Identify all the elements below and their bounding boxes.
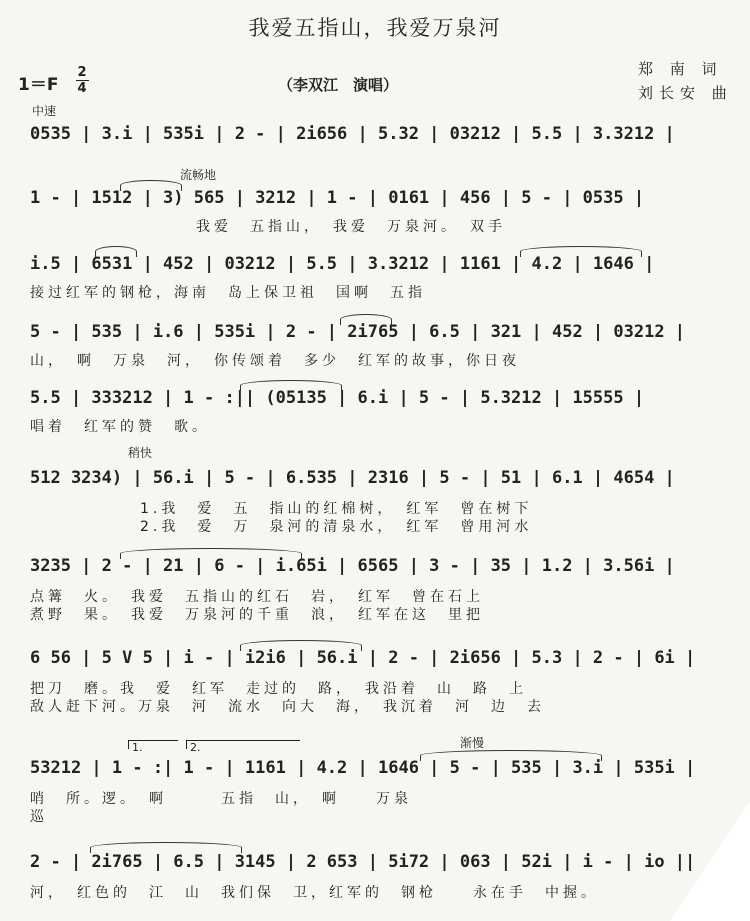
volta-first-label: 1.	[132, 741, 143, 754]
notation-row-1: 0535 | 3.i | 535i | 2 - | 2i656 | 5.32 | 03212 | 5.5 | 3.3212 |	[30, 124, 675, 144]
slur-mark	[120, 548, 302, 559]
lyric-row-2: 我爱 五指山， 我爱 万泉河。 双手	[196, 219, 506, 235]
lyric-row-10: 河， 红色的 江 山 我们保 卫，红军的 钢枪 永在手 中握。	[30, 885, 599, 901]
tempo-mark-fluent: 流畅地	[180, 168, 217, 182]
meter-top: 2	[77, 65, 87, 80]
lyric-row-4: 山， 啊 万泉 河， 你传颂着 多少 红军的故事，你日夜	[30, 353, 520, 369]
lyric-row-8-verse-2: 敌人赶下河。万泉 河 流水 向大 海， 我沉着 河 边 去	[30, 699, 545, 715]
page-corner-fold	[670, 801, 750, 921]
notation-row-8: 6 56 | 5 V 5 | i - | i2i6 | 56.i | 2 - | 2i656 | 5.3 | 2 - | 6i |	[30, 648, 696, 668]
slur-mark	[340, 314, 392, 325]
notation-row-7: 3235 | 2 - | 21 | 6 - | i.65i | 6565 | 3 - | 35 | 1.2 | 3.56i |	[30, 556, 675, 576]
meter-bottom: 4	[77, 81, 87, 96]
slur-mark	[95, 246, 137, 257]
slur-mark	[120, 180, 182, 191]
volta-second-ending	[186, 740, 300, 754]
lyric-row-5: 唱着 红军的赞 歌。	[30, 419, 210, 435]
composer-credit: 刘长安 曲	[638, 84, 733, 102]
lyric-row-7-verse-1: 点篝 火。 我爱 五指山的红石 岩， 红军 曾在石上	[30, 589, 484, 605]
volta-second-label: 2.	[190, 741, 201, 754]
slur-mark	[240, 380, 342, 391]
notation-row-4: 5 - | 535 | i.6 | 535i | 2 - | 2i765 | 6.5 | 321 | 452 | 03212 |	[30, 322, 686, 342]
lyric-row-7-verse-2: 煮野 果。 我爱 万泉河的千重 浪， 红军在这 里把	[30, 607, 484, 623]
time-signature	[72, 66, 92, 95]
notation-row-5: 5.5 | 333212 | 1 - :|| (05135 | 6.i | 5 - | 5.3212 | 15555 |	[30, 388, 645, 408]
singer-credit: （李双江 演唱）	[278, 76, 399, 94]
slur-mark	[420, 750, 602, 761]
tempo-mark-ritardando: 渐慢	[460, 736, 485, 750]
lyric-row-9-verse-2: 巡	[30, 809, 48, 825]
volta-first-ending	[128, 740, 178, 754]
notation-row-2: 1 - | 1512 | 3) 565 | 3212 | 1 - | 0161 | 456 | 5 - | 0535 |	[30, 188, 645, 208]
tempo-mark-moderato: 中速	[32, 104, 57, 118]
song-title: 我爱五指山，我爱万泉河	[248, 16, 502, 40]
lyric-row-3: 接过红军的钢枪，海南 岛上保卫祖 国啊 五指	[30, 285, 426, 301]
slur-mark	[520, 246, 642, 257]
notation-row-6: 512 3234) | 56.i | 5 - | 6.535 | 2316 | 5 - | 51 | 6.1 | 4654 |	[30, 468, 675, 488]
lyricist-credit: 郑 南 词	[638, 60, 723, 78]
notation-row-9: 53212 | 1 - :| 1 - | 1161 | 4.2 | 1646 | 5 - | 535 | 3.i | 535i |	[30, 758, 696, 778]
notation-row-3: i.5 | 6531 | 452 | 03212 | 5.5 | 3.3212 | 1161 | 4.2 | 1646 |	[30, 254, 655, 274]
key-signature: 1＝F	[18, 75, 59, 95]
slur-mark	[240, 640, 362, 651]
lyric-row-9: 哨 所。逻。 啊 五指 山， 啊 万泉	[30, 791, 412, 807]
notation-row-10: 2 - | 2i765 | 6.5 | 3145 | 2 653 | 5i72 | 063 | 52i | i - | io ||	[30, 852, 696, 872]
slur-mark	[90, 842, 242, 853]
lyric-row-6-verse-2: 2.我 爱 万 泉河的清泉水， 红军 曾用河水	[140, 519, 533, 535]
lyric-row-8-verse-1: 把刀 磨。我 爱 红军 走过的 路， 我沿着 山 路 上	[30, 681, 527, 697]
tempo-mark-faster: 稍快	[128, 446, 153, 460]
lyric-row-6-verse-1: 1.我 爱 五 指山的红棉树， 红军 曾在树下	[140, 501, 533, 517]
